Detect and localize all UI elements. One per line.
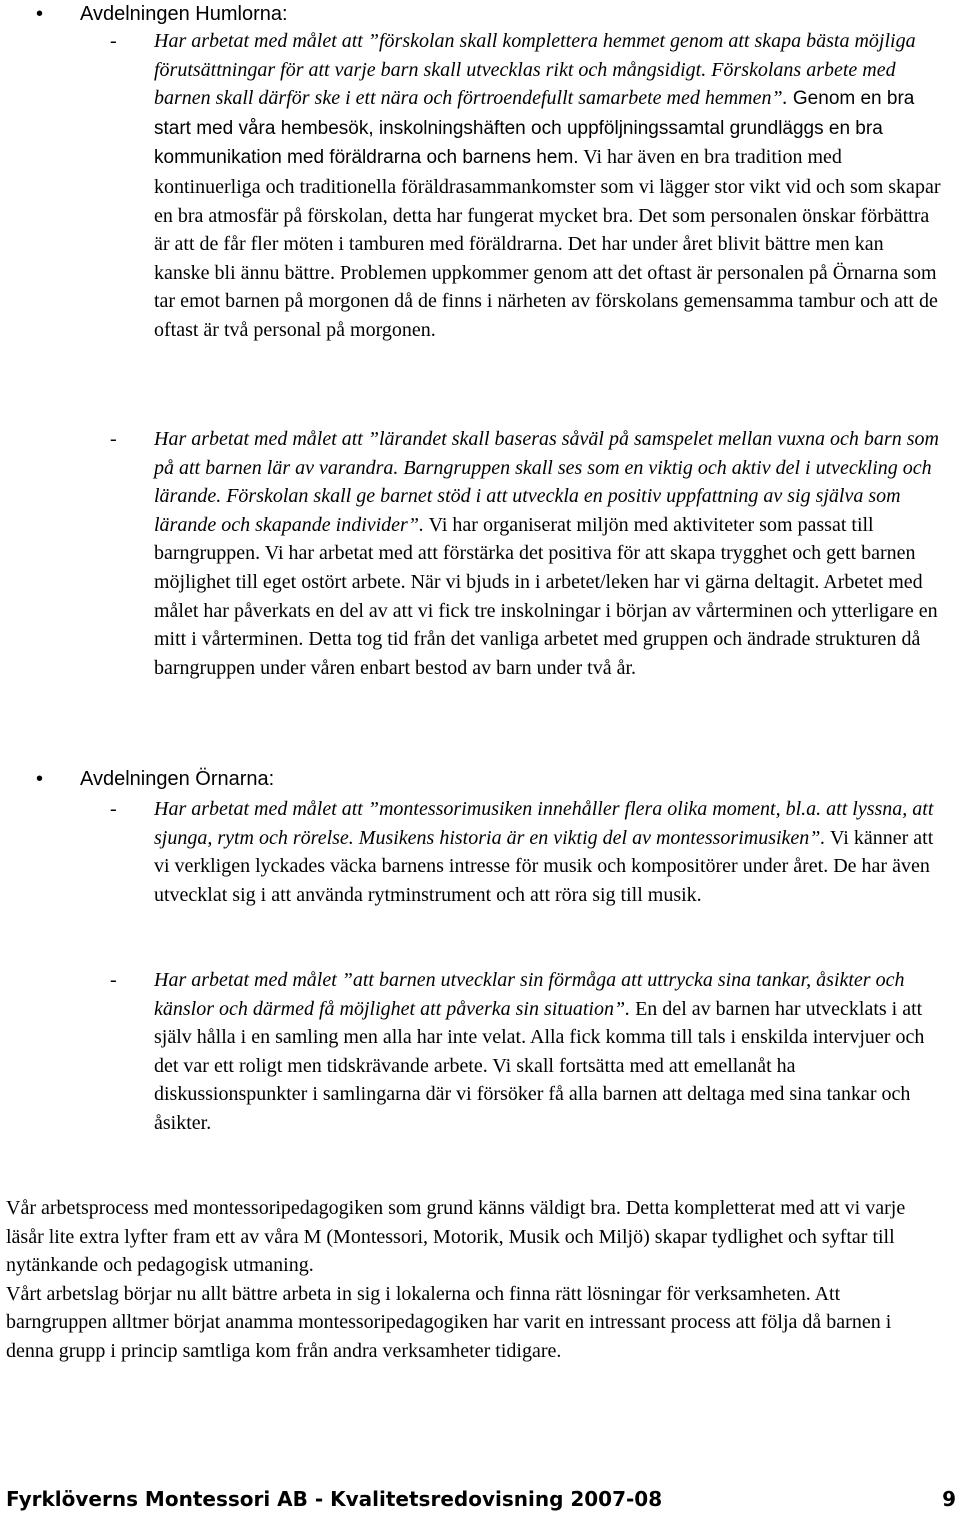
- list-item-text: [154, 425, 944, 682]
- closing-paragraph-2: Vårt arbetslag börjar nu allt bättre arbeta in sig i lokalerna och finna rätt lösningar för verksamheten. Att barngruppen alltmer börjat anamma montessoripedagogiken har varit en intressant process att följa då barnen i denna grupp i princip samtliga kom från andra verksamheter tidigare.: [6, 1282, 892, 1362]
- list-item-text: [154, 27, 944, 345]
- dash-marker: -: [110, 30, 117, 52]
- list-item: [110, 795, 944, 909]
- list-item: [110, 27, 944, 345]
- closing-paragraph-1: Vår arbetsprocess med montessoripedagogiken som grund känns väldigt bra. Detta kompletterat med att vi varje läsår lite extra lyfter fram ett av våra M (Montessori, Motorik, Musik och Miljö) skapar tydlighet och syftar till nytänkande och pedagogisk utmaning.: [6, 1197, 906, 1277]
- footer-title: Fyrklöverns Montessori AB - Kvalitetsredovisning 2007-08: [6, 1487, 663, 1511]
- list-item: [110, 966, 944, 1138]
- goal-quote: Har arbetat med målet att ”lärandet skall baseras såväl på samspelet mellan vuxna och barn som på att barnen lär av varandra. Barngruppen skall ses som en viktig och aktiv del i utveckling och lärande. Förskolan skall ge barnet stöd i att utveckla en positiv uppfattning av sig själva som lärande och skapande individer”.: [154, 428, 939, 536]
- list-item-text: [154, 966, 944, 1138]
- list-item-text: [154, 795, 944, 909]
- page-number: 9: [942, 1487, 956, 1511]
- goal-quote: Har arbetat med målet att ”förskolan skall komplettera hemmet genom att skapa bästa möjliga förutsättningar för att varje barn skall utvecklas rikt och mångsidigt. Förskolans arbete med barnen skall därför ske i ett nära och förtroendefullt samarbete med hemmen”.: [154, 30, 916, 110]
- closing-text: [6, 1194, 941, 1366]
- goal-comment: Genom en bra start med våra hembesök, inskolningshäften och uppföljningssamtal grundläggs en bra kommunikation med föräldrarna och barnens hem.: [154, 88, 915, 169]
- dash-marker: -: [110, 969, 117, 991]
- goal-evaluation: Vi känner att vi verkligen lyckades väcka barnens intresse för musik och kompositörer under året. De har även utvecklat sig i att använda rytminstrument och att röra sig till musik.: [154, 826, 934, 906]
- bullet-icon: •: [36, 768, 44, 790]
- section-heading-label: Avdelningen Örnarna:: [80, 768, 275, 790]
- goal-evaluation: Vi har organiserat miljön med aktiviteter som passat till barngruppen. Vi har arbetat med att förstärka det positiva för att skapa trygghet och gett barnen möjlighet till eget ostört arbete. När vi bjuds in i arbetet/leken har vi gärna deltagit. Arbetet med målet har påverkats en del av att vi fick tre inskolningar i början av vårterminen och ytterligare en mitt i vårterminen. Detta tog tid från det vanliga arbetet med gruppen och ändrade strukturen då barngruppen under våren enbart bestod av barn under två år.: [154, 513, 938, 679]
- goal-evaluation: En del av barnen har utvecklats i att själv hålla i en samling men alla har inte velat. Alla fick komma till tals i enskilda intervjuer och det var ett roligt men tidskrävande arbete. Vi skall fortsätta med att emellanåt ha diskussionspunkter i samlingarna där vi försöker få alla barnen att deltaga med sina tankar och åsikter.: [154, 997, 925, 1134]
- section-heading-label: Avdelningen Humlorna:: [80, 3, 288, 25]
- goal-evaluation: Vi har även en bra tradition med kontinuerliga och traditionella föräldrasammankomster som vi lägger stor vikt vid och som skapar en bra atmosfär på förskolan, detta har fungerat mycket bra. Det som personalen önskar förbättra är att de får fler möten i tamburen med föräldrarna. Det har under året blivit bättre men kan kanske bli ännu bättre. Problemen uppkommer genom att det oftast är personalen på Örnarna som tar emot barnen på morgonen då de finns i närheten av förskolans gemensamma tambur och att de oftast är två personal på morgonen.: [154, 146, 941, 341]
- list-item: [110, 425, 944, 682]
- dash-marker: -: [110, 428, 117, 450]
- bullet-icon: •: [36, 3, 44, 25]
- dash-marker: -: [110, 798, 117, 820]
- goal-quote: Har arbetat med målet att ”montessorimusiken innehåller flera olika moment, bl.a. att lyssna, att sjunga, rytm och rörelse. Musikens historia är en viktig del av montessorimusiken”.: [154, 798, 934, 849]
- goal-quote: Har arbetat med målet ”att barnen utvecklar sin förmåga att uttrycka sina tankar, åsikter och känslor och därmed få möjlighet att påverka sin situation”.: [154, 969, 905, 1020]
